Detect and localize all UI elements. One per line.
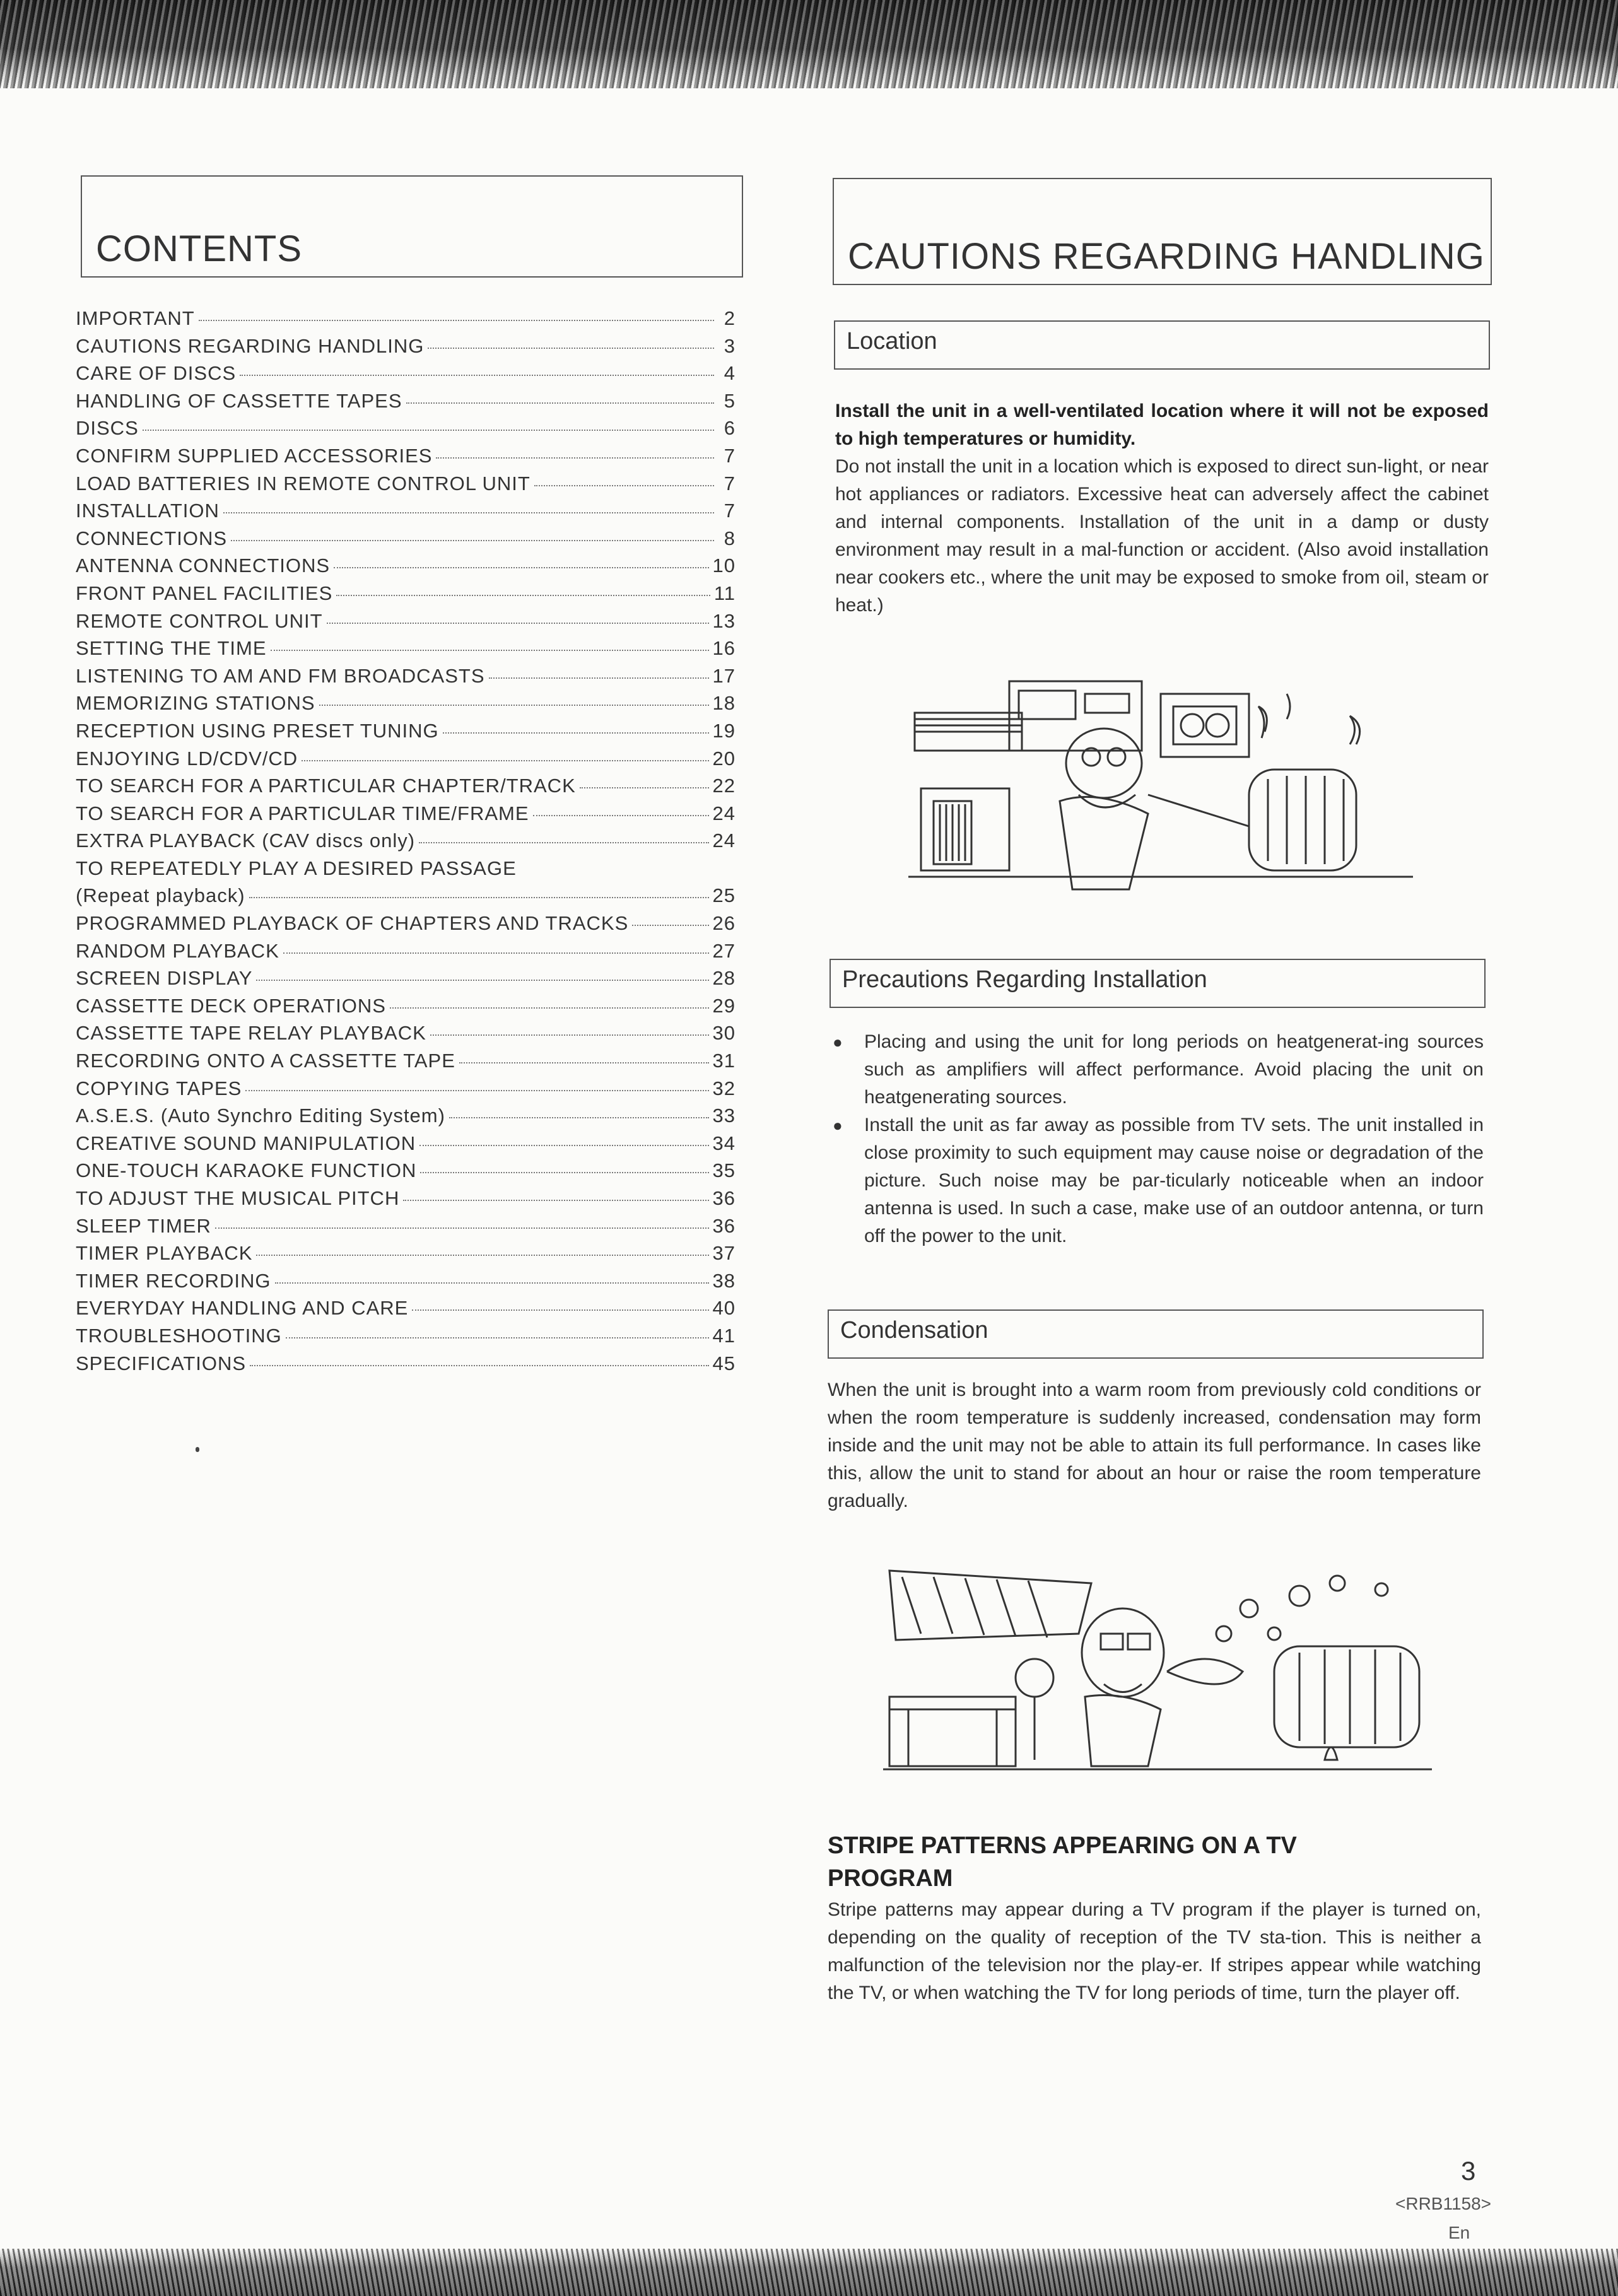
condensation-illustration: [883, 1558, 1432, 1785]
dot-leader: [143, 430, 714, 431]
stripe-heading: STRIPE PATTERNS APPEARING ON A TV PROGRAM: [828, 1832, 1297, 1892]
contents-item-page: 41: [712, 1324, 736, 1347]
contents-item-page: 7: [724, 444, 736, 467]
dot-leader: [428, 348, 714, 349]
contents-item-page: 31: [712, 1050, 736, 1072]
contents-item-page: 27: [712, 939, 736, 962]
contents-item-page: 36: [712, 1187, 736, 1209]
dot-leader: [302, 760, 708, 761]
dot-leader: [215, 1227, 709, 1229]
contents-item-label: ENJOYING LD/CDV/CD: [76, 747, 298, 770]
precautions-list: [828, 1028, 1484, 1250]
dot-leader: [199, 320, 714, 321]
contents-item-label: HANDLING OF CASSETTE TAPES: [76, 389, 402, 412]
precaution-text: Install the unit as far away as possible from TV sets. The unit installed in close proximity to such equipment may cause noise or degradation of the picture. Such noise may be par-ticularly noticeable when an indoor antenna is used. In such a case, make use of an outdoor antenna, or turn off the power to the unit.: [864, 1115, 1484, 1246]
location-heading: Location: [847, 328, 937, 354]
contents-item-label: SETTING THE TIME: [76, 637, 267, 660]
contents-item-page: 34: [712, 1132, 736, 1154]
contents-item: [76, 775, 736, 802]
location-text: [835, 397, 1489, 619]
contents-item-label: TO SEARCH FOR A PARTICULAR CHAPTER/TRACK: [76, 775, 576, 797]
contents-item: [76, 747, 736, 775]
contents-item-label: CONNECTIONS: [76, 527, 228, 549]
contents-item: [76, 1104, 736, 1132]
location-illustration: [908, 669, 1413, 896]
contents-item: [76, 940, 736, 968]
contents-item-page: 19: [712, 719, 736, 742]
contents-item: [76, 417, 736, 445]
contents-item: [76, 912, 736, 940]
contents-item-label: RECORDING ONTO A CASSETTE TAPE: [76, 1050, 455, 1072]
contents-item: [76, 995, 736, 1022]
contents-item-page: 37: [712, 1242, 736, 1265]
contents-item: [76, 1132, 736, 1160]
dot-leader: [419, 842, 708, 843]
contents-item-label: PROGRAMMED PLAYBACK OF CHAPTERS AND TRACKS: [76, 912, 629, 935]
contents-item: [76, 692, 736, 720]
contents-item-page: 28: [712, 967, 736, 990]
dot-leader: [245, 1090, 708, 1091]
precaution-item: [828, 1028, 1484, 1111]
contents-item-label: TO SEARCH FOR A PARTICULAR TIME/FRAME: [76, 802, 529, 824]
language-code: En: [1448, 2223, 1470, 2242]
contents-item-label: FRONT PANEL FACILITIES: [76, 582, 333, 604]
document-code: <RRB1158>: [1395, 2194, 1492, 2213]
dot-leader: [390, 1007, 709, 1009]
contents-item-label: TO REPEATEDLY PLAY A DESIRED PASSAGE: [76, 857, 517, 879]
cautions-title: CAUTIONS REGARDING HANDLING: [848, 236, 1485, 277]
bullet-icon: ●: [833, 1033, 843, 1051]
contents-item-page: 22: [712, 775, 736, 797]
contents-item: [76, 857, 736, 885]
dot-leader: [459, 1062, 709, 1063]
stray-dot: [196, 1447, 199, 1452]
contents-item-page: 18: [712, 692, 736, 715]
contents-item-page: 36: [712, 1214, 736, 1237]
contents-item: [76, 472, 736, 500]
contents-item: [76, 1187, 736, 1215]
condensation-heading-box: [828, 1309, 1484, 1359]
contents-item: [76, 610, 736, 638]
contents-item-label: (Repeat playback): [76, 884, 245, 907]
dot-leader: [283, 952, 709, 954]
contents-item-page: 25: [712, 884, 736, 907]
dot-leader: [256, 1255, 708, 1256]
contents-list: [76, 307, 736, 1379]
dot-leader: [580, 787, 709, 788]
contents-item-label: ANTENNA CONNECTIONS: [76, 554, 331, 577]
contents-item: [76, 445, 736, 472]
contents-item-page: 29: [712, 994, 736, 1017]
dot-leader: [223, 512, 714, 513]
contents-item-page: 3: [724, 334, 736, 357]
contents-item: [76, 1297, 736, 1325]
contents-item-label: REMOTE CONTROL UNIT: [76, 609, 323, 632]
contents-item-label: LISTENING TO AM AND FM BROADCASTS: [76, 664, 485, 687]
dot-leader: [334, 567, 708, 568]
contents-item-label: CAUTIONS REGARDING HANDLING: [76, 334, 425, 357]
contents-item-page: 20: [712, 747, 736, 770]
contents-item-label: TROUBLESHOOTING: [76, 1324, 282, 1347]
dot-leader: [406, 402, 714, 404]
contents-item-page: 7: [724, 472, 736, 495]
contents-item-label: SCREEN DISPLAY: [76, 967, 253, 990]
contents-item: [76, 1215, 736, 1243]
stripe-text: Stripe patterns may appear during a TV program if the player is turned on, depending on the quality of reception of the TV sta-tion. This is neither a malfunction of the television nor the play-er. If stripes appear while watching the TV, or when watching the TV for long periods of time, turn the player off.: [828, 1899, 1481, 2003]
contents-item: [76, 665, 736, 693]
dot-leader: [271, 650, 709, 651]
contents-item-label: RANDOM PLAYBACK: [76, 939, 279, 962]
dot-leader: [449, 1117, 709, 1118]
contents-item: [76, 554, 736, 582]
contents-item: [76, 1050, 736, 1077]
precaution-item: [828, 1111, 1484, 1250]
contents-item-page: 6: [724, 417, 736, 440]
contents-item-label: DISCS: [76, 417, 139, 440]
contents-item: [76, 1242, 736, 1270]
contents-item: [76, 637, 736, 665]
dot-leader: [286, 1337, 709, 1338]
contents-item-page: 24: [712, 802, 736, 824]
dot-leader: [534, 485, 714, 486]
contents-item: [76, 802, 736, 830]
contents-item-page: 13: [712, 609, 736, 632]
dot-leader: [443, 732, 709, 734]
location-lead: Install the unit in a well-ventilated location where it will not be exposed to high temperatures or humidity.: [835, 401, 1489, 449]
contents-item-label: INSTALLATION: [76, 500, 220, 522]
dot-leader: [420, 1172, 708, 1173]
contents-item-label: CASSETTE TAPE RELAY PLAYBACK: [76, 1022, 426, 1045]
condensation-heading: Condensation: [840, 1317, 988, 1344]
contents-item-label: SLEEP TIMER: [76, 1214, 211, 1237]
contents-item: [76, 1270, 736, 1297]
bullet-icon: ●: [833, 1116, 843, 1135]
contents-item: [76, 829, 736, 857]
dot-leader: [412, 1309, 708, 1311]
scan-border-bottom: [0, 2249, 1618, 2296]
precautions-heading: Precautions Regarding Installation: [842, 966, 1207, 993]
dot-leader: [275, 1282, 709, 1284]
contents-item: [76, 1159, 736, 1187]
contents-item-label: TO ADJUST THE MUSICAL PITCH: [76, 1187, 400, 1209]
contents-item: [76, 307, 736, 335]
contents-item: [76, 335, 736, 363]
contents-item-label: TIMER RECORDING: [76, 1269, 271, 1292]
precaution-text: Placing and using the unit for long periods on heatgenerat-ing sources such as amplifiers will affect performance. Avoid placing the unit on heatgenerating sources.: [864, 1031, 1484, 1108]
contents-item-label: IMPORTANT: [76, 307, 195, 329]
contents-item: [76, 500, 736, 527]
contents-item-label: A.S.E.S. (Auto Synchro Editing System): [76, 1104, 445, 1127]
contents-item: [76, 582, 736, 610]
contents-item-page: 40: [712, 1297, 736, 1320]
page-number: 3: [1461, 2156, 1476, 2186]
contents-item: [76, 967, 736, 995]
dot-leader: [419, 1145, 708, 1146]
contents-item-label: COPYING TAPES: [76, 1077, 242, 1099]
contents-item: [76, 884, 736, 912]
contents-title-box: [81, 175, 743, 278]
contents-item-page: 24: [712, 829, 736, 852]
contents-item-label: CREATIVE SOUND MANIPULATION: [76, 1132, 416, 1154]
dot-leader: [256, 980, 708, 981]
contents-item-page: 16: [712, 637, 736, 660]
dot-leader: [319, 705, 709, 706]
condensation-text: When the unit is brought into a warm room from previously cold conditions or when the room temperature is suddenly increased, condensation may form inside and the unit may not be able to attain its full performance. In cases like this, allow the unit to stand for about an hour or raise the room temperature gradually.: [828, 1379, 1481, 1511]
contents-item: [76, 362, 736, 390]
contents-item-page: 26: [712, 912, 736, 935]
contents-item-page: 5: [724, 389, 736, 412]
contents-item-label: MEMORIZING STATIONS: [76, 692, 315, 715]
dot-leader: [231, 540, 714, 541]
contents-item-page: 11: [713, 582, 736, 604]
contents-item: [76, 1077, 736, 1105]
cautions-title-box: [833, 178, 1492, 285]
contents-item: [76, 1022, 736, 1050]
contents-item-label: ONE-TOUCH KARAOKE FUNCTION: [76, 1159, 417, 1182]
dot-leader: [436, 457, 714, 459]
contents-item-page: 7: [724, 500, 736, 522]
contents-item-page: 38: [712, 1269, 736, 1292]
contents-item: [76, 390, 736, 418]
contents-item-page: 32: [712, 1077, 736, 1099]
dot-leader: [430, 1034, 709, 1036]
contents-item-label: CASSETTE DECK OPERATIONS: [76, 994, 386, 1017]
dot-leader: [327, 623, 709, 624]
precautions-heading-box: [830, 959, 1486, 1008]
location-heading-box: [834, 320, 1490, 370]
contents-item-label: TIMER PLAYBACK: [76, 1242, 253, 1265]
contents-item-page: 10: [712, 554, 736, 577]
contents-item-label: SPECIFICATIONS: [76, 1352, 247, 1374]
contents-item-page: 33: [712, 1104, 736, 1127]
contents-item-page: 8: [724, 527, 736, 549]
contents-item-page: 45: [712, 1352, 736, 1374]
dot-leader: [250, 1365, 708, 1366]
location-body: Do not install the unit in a location which is exposed to direct sun-light, or near hot appliances or radiators. Excessive heat can adversely affect the cabinet and internal components. Installation of the unit in a damp or dusty environment may result in a mal-function or accident. (Also avoid installation near cookers etc., where the unit may be exposed to smoke from oil, steam or heat.): [835, 456, 1489, 616]
contents-item-label: EXTRA PLAYBACK (CAV discs only): [76, 829, 416, 852]
contents-item-page: 35: [712, 1159, 736, 1182]
dot-leader: [249, 897, 709, 898]
scan-border-top: [0, 0, 1618, 88]
contents-item: [76, 1352, 736, 1380]
contents-item-page: 30: [712, 1022, 736, 1045]
contents-item-page: 2: [724, 307, 736, 329]
contents-item-label: RECEPTION USING PRESET TUNING: [76, 719, 439, 742]
contents-item-label: CARE OF DISCS: [76, 362, 237, 385]
contents-item-page: 4: [724, 362, 736, 385]
dot-leader: [403, 1200, 708, 1201]
dot-leader: [240, 375, 714, 376]
contents-item-page: 17: [712, 664, 736, 687]
dot-leader: [533, 815, 709, 816]
dot-leader: [489, 677, 709, 679]
contents-item: [76, 527, 736, 555]
contents-item: [76, 1325, 736, 1352]
contents-item-label: EVERYDAY HANDLING AND CARE: [76, 1297, 409, 1320]
contents-item: [76, 720, 736, 747]
contents-item-label: LOAD BATTERIES IN REMOTE CONTROL UNIT: [76, 472, 531, 495]
dot-leader: [336, 595, 710, 596]
contents-title: CONTENTS: [96, 228, 302, 269]
dot-leader: [632, 925, 708, 926]
contents-item-label: CONFIRM SUPPLIED ACCESSORIES: [76, 444, 433, 467]
